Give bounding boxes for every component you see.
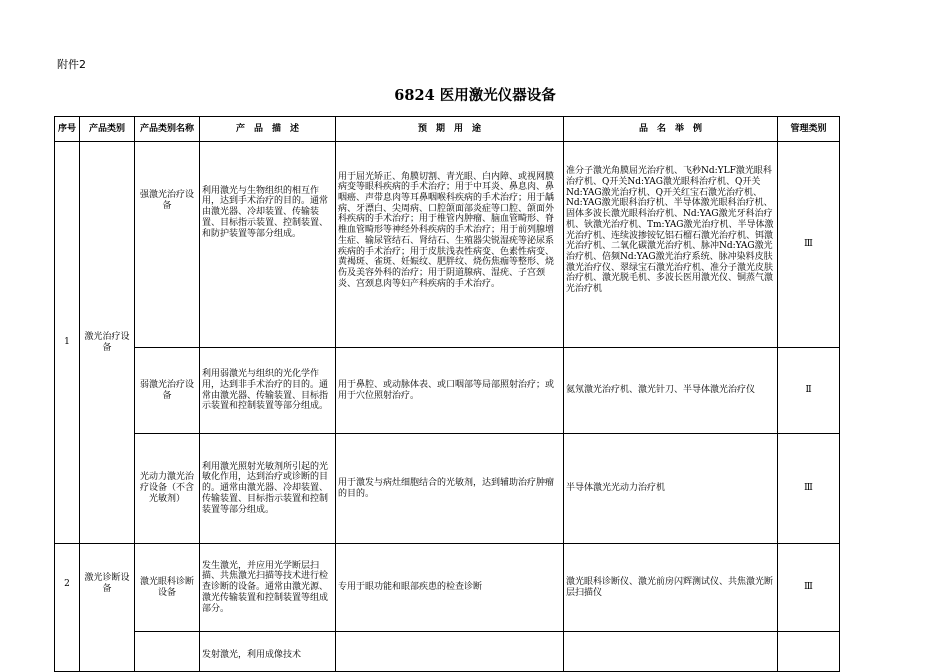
header-category-name: 产品类别名称: [135, 117, 200, 142]
cell-category-name: 激光眼科诊断设备: [135, 544, 200, 632]
cell-intended-use: 用于激发与病灶细胞结合的光敏剂，达到辅助治疗肿瘤的目的。: [336, 434, 564, 544]
cell-intended-use: 专用于眼功能和眼部疾患的检查诊断: [336, 544, 564, 632]
table-header-row: [55, 117, 840, 142]
header-examples: 品 名 举 例: [564, 117, 778, 142]
table-row: [55, 434, 840, 544]
cell-category: 激光治疗设备: [80, 142, 135, 544]
cell-examples: 激光眼科诊断仪、激光前房闪辉测试仪、共焦激光断层扫描仪: [564, 544, 778, 632]
cell-examples: [564, 632, 778, 672]
header-description: 产 品 描 述: [200, 117, 336, 142]
table-row: [55, 142, 840, 348]
cell-category-name: 强激光治疗设备: [135, 142, 200, 348]
cell-management: Ⅲ: [778, 544, 840, 632]
header-seq: 序号: [55, 117, 80, 142]
cell-intended-use: [336, 632, 564, 672]
attachment-label: 附件2: [57, 58, 86, 71]
cell-seq: 1: [55, 142, 80, 544]
cell-examples: 氦氖激光治疗机、激光针刀、半导体激光治疗仪: [564, 348, 778, 434]
table-row: [55, 632, 840, 672]
cell-examples: 准分子激光角膜屈光治疗机、飞秒Nd:YLF激光眼科治疗机、Q开关Nd:YAG激光眼科治疗机、Q开关Nd:YAG激光治疗机、Q开关红宝石激光治疗机、Nd:YAG激光眼科治疗机、半导体激光眼科治疗机、固体多波长激光眼科治疗机、Nd:YAG激光牙科治疗机、钬激光治疗机、Tm:YAG激光治疗机、半导体激光治疗机、连续波掺铵钇铝石榴石激光治疗机、铒激光治疗机、二氧化碳激光治疗机、脉冲Nd:YAG激光治疗机、倍频Nd:YAG激光治疗系统、脉冲染料皮肤激光治疗仪、翠绿宝石激光治疗机、准分子激光皮肤治疗机、激光脱毛机、多波长医用激光仪、铜蒸气激光治疗机: [564, 142, 778, 348]
device-table: [54, 116, 840, 672]
cell-management: [778, 632, 840, 672]
cell-category: 激光诊断设备: [80, 544, 135, 672]
cell-intended-use: 用于鼻腔、或动脉体表、或口咽部等局部照射治疗；或用于穴位照射治疗。: [336, 348, 564, 434]
table-row: [55, 544, 840, 632]
cell-intended-use: 用于屈光矫正、角膜切割、青光眼、白内障、或视网膜病变等眼科疾病的手术治疗；用于中耳炎、鼻息肉、鼻咽癌、声带息肉等耳鼻咽喉科疾病的手术治疗；用于龋病、牙漂白、尖周病、口腔颌面部炎症等口腔、颌面外科疾病的手术治疗；用于椎管内肿瘤、脑血管畸形、脊椎血管畸形等神经外科疾病的手术治疗；用于前列腺增生症、输尿管结石、肾结石、生殖器尖锐湿疣等泌尿系疾病的手术治疗；用于皮肤浅表性病变、色素性病变、黄褐斑、雀斑、妊娠纹、肥胖纹、烧伤焦痂等整形、烧伤及美容外科的治疗；用于阴道腺病、湿疣、子宫颈炎、宫颈息肉等妇产科疾病的手术治疗。: [336, 142, 564, 348]
cell-description: 利用激光照射光敏剂所引起的光敏化作用，达到治疗或诊断的目的。通常由激光器、冷却装置、传输装置、目标指示装置和控制装置等部分组成。: [200, 434, 336, 544]
cell-category-name: 光动力激光治疗设备（不含光敏剂）: [135, 434, 200, 544]
header-management: 管理类别: [778, 117, 840, 142]
cell-management: Ⅱ: [778, 348, 840, 434]
cell-description: 发射激光，利用成像技术: [200, 632, 336, 672]
cell-description: 发生激光，并应用光学断层扫描、共焦激光扫描等技术进行检查诊断的设备。通常由激光源、激光传输装置和控制装置等组成部分。: [200, 544, 336, 632]
cell-management: Ⅲ: [778, 142, 840, 348]
header-category: 产品类别: [80, 117, 135, 142]
cell-seq: 2: [55, 544, 80, 672]
table-row: [55, 348, 840, 434]
cell-management: Ⅲ: [778, 434, 840, 544]
header-intended-use: 预 期 用 途: [336, 117, 564, 142]
cell-description: 利用弱激光与组织的光化学作用，达到非手术治疗的目的。通常由激光器、传输装置、目标指示装置和控制装置等部分组成。: [200, 348, 336, 434]
cell-examples: 半导体激光光动力治疗机: [564, 434, 778, 544]
cell-description: 利用激光与生物组织的相互作用，达到手术治疗的目的。通常由激光器、冷却装置、传输装置、目标指示装置、控制装置、和防护装置等部分组成。: [200, 142, 336, 348]
cell-category-name: 弱激光治疗设备: [135, 348, 200, 434]
page-title: 6824 医用激光仪器设备: [394, 87, 556, 104]
cell-category-name: [135, 632, 200, 672]
